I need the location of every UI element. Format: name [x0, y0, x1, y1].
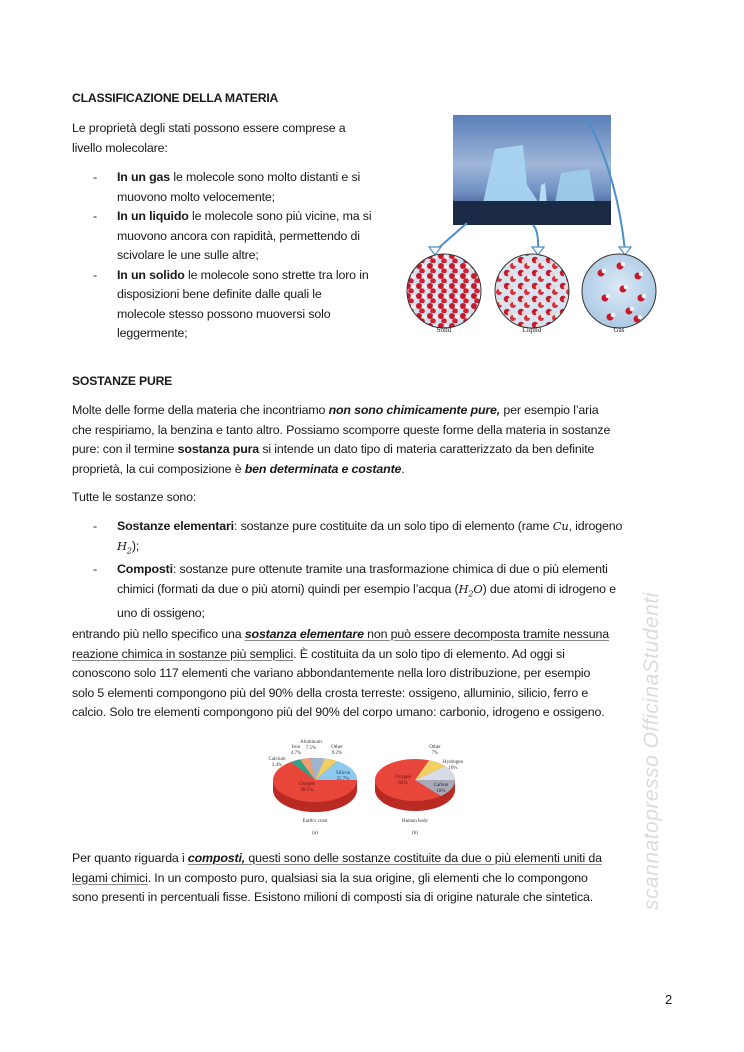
- bullet-term: In un liquido: [117, 209, 189, 223]
- svg-text:Carbon: Carbon: [433, 783, 449, 788]
- svg-text:7%: 7%: [431, 751, 439, 756]
- svg-text:4.7%: 4.7%: [290, 751, 302, 756]
- intro-line: livello molecolare:: [72, 140, 168, 155]
- bullet-term: Sostanze elementari: [117, 519, 234, 533]
- states-of-matter-figure: [405, 113, 660, 335]
- bullet-text: uno di ossigeno;: [117, 605, 205, 620]
- svg-text:Calcium: Calcium: [268, 757, 286, 762]
- elementary-substance-paragraph: [72, 625, 682, 723]
- bullet-gas: [93, 168, 403, 207]
- bullet-text: : sostanze pure ottenute tramite una trasformazione chimica di due o più elementi: [172, 562, 608, 577]
- svg-text:(b): (b): [412, 831, 418, 836]
- all-substances-intro: Tutte le sostanze sono:: [72, 490, 197, 504]
- bullet-dash: -: [93, 267, 97, 282]
- bullet-liquid: [93, 207, 403, 266]
- svg-text:Human body: Human body: [402, 819, 428, 824]
- svg-text:Aluminum: Aluminum: [300, 740, 322, 745]
- svg-text:10%: 10%: [448, 766, 458, 771]
- text-run: .: [401, 461, 405, 476]
- bullet-dash: -: [93, 519, 97, 533]
- intro-line: Le proprietà degli stati possono essere comprese a: [72, 121, 346, 135]
- svg-text:Hydrogen: Hydrogen: [443, 760, 463, 765]
- bullet-composti: [93, 560, 683, 623]
- svg-text:Silicon: Silicon: [335, 771, 351, 776]
- svg-text:Earth's crust: Earth's crust: [302, 819, 328, 824]
- bullet-sostanze-elementari: [93, 517, 683, 560]
- bullet-dash: -: [93, 562, 97, 577]
- label-solid: Solid: [436, 326, 452, 334]
- bullet-text: ) due atomi di idrogeno e: [482, 581, 616, 596]
- underlined-text: legami chimici: [72, 870, 148, 885]
- bullet-term: In un solido: [117, 267, 185, 282]
- para-line: conoscono solo 117 elementi che variano abbondantemente nella loro distribuzione, per esempio: [72, 666, 591, 680]
- bullet-text: muovono ancora con rapidità, permettendo di: [117, 228, 360, 243]
- bullet-text: );: [131, 538, 140, 553]
- para-line: [72, 645, 682, 665]
- bullet-text: : sostanze pure costituite da un solo tipo di elemento (rame: [233, 519, 553, 533]
- bullet-dash: -: [93, 209, 97, 223]
- svg-text:Other: Other: [429, 745, 441, 750]
- emphasis-text: sostanza elementare: [244, 627, 364, 641]
- bullet-term: In un gas: [117, 170, 171, 184]
- formula-h2: [117, 539, 132, 553]
- heading-sostanze-pure: SOSTANZE PURE: [72, 374, 173, 388]
- liquid-molecules: [495, 254, 569, 328]
- svg-text:25.7%: 25.7%: [336, 777, 350, 782]
- label-gas: Gas: [613, 326, 625, 334]
- compounds-paragraph: [72, 849, 682, 908]
- bullet-solid: [93, 266, 403, 344]
- pure-substances-paragraph: [72, 401, 682, 479]
- bullet-text: molecole stesso possono muoversi solo: [117, 306, 331, 321]
- text-run: proprietà, la cui composizione è: [72, 461, 245, 476]
- label-liquid: Liquid: [522, 326, 542, 334]
- bullet-text: le molecole sono più vicine, ma si: [188, 209, 372, 223]
- svg-text:9.2%: 9.2%: [331, 751, 343, 756]
- bullet-text: leggermente;: [117, 326, 188, 340]
- text-run: entrando più nello specifico una: [72, 627, 245, 641]
- text-run: . È costituita da un solo tipo di elemento. Ad oggi si: [293, 646, 565, 661]
- formula-symbol: O: [473, 581, 483, 596]
- formula-symbol: H: [117, 538, 127, 553]
- svg-text:(a): (a): [312, 831, 318, 836]
- para-line: [72, 440, 682, 460]
- svg-text:49.5%: 49.5%: [300, 788, 314, 793]
- underlined-text: questi sono delle sostanze costituite da due o più elementi uniti da: [245, 851, 602, 865]
- solid-molecules: [407, 254, 481, 328]
- text-run: Per quanto riguarda i: [72, 851, 188, 865]
- bullet-text: le molecole sono strette tra loro in: [184, 267, 369, 282]
- intro-paragraph: [72, 119, 346, 158]
- svg-text:Iron: Iron: [291, 745, 301, 750]
- svg-text:Oxygen: Oxygen: [299, 782, 315, 787]
- watermark: scannatopresso OfficinaStudenti: [640, 592, 663, 910]
- svg-text:18%: 18%: [436, 789, 446, 794]
- pie-human-body: [375, 745, 463, 836]
- para-line: [72, 849, 682, 869]
- svg-text:3.4%: 3.4%: [271, 763, 283, 768]
- formula-symbol: H: [458, 581, 469, 596]
- text-run: per esempio l’aria: [500, 403, 599, 417]
- term-sostanza-pura: sostanza pura: [177, 442, 260, 456]
- text-run: Molte delle forme della materia che incontriamo: [72, 403, 329, 417]
- svg-text:Other: Other: [331, 745, 343, 750]
- text-run: . In un composto puro, qualsiasi sia la sua origine, gli elementi che lo compongono: [147, 870, 588, 885]
- formula-subscript: 2: [126, 545, 132, 555]
- emphasis-text: composti,: [187, 851, 246, 865]
- para-line: sono presenti in percentuali fisse. Esistono milioni di composti sia di origine naturale che sintetica.: [72, 890, 594, 904]
- text-run: si intende un dato tipo di materia caratterizzato da ben definite: [259, 442, 595, 456]
- bullet-text: chimici (formati da due o più atomi) quindi per esempio l’acqua (: [117, 581, 459, 596]
- substance-types-list: [93, 517, 683, 623]
- bullet-text: , idrogeno: [568, 519, 623, 533]
- para-line: [72, 460, 682, 480]
- para-line: calcio. Solo tre elementi compongono più del 90% del corpo umano: carbonio, idrogeno e ossigeno.: [72, 705, 605, 719]
- states-bullet-list: [93, 168, 403, 344]
- underlined-text: reazione chimica in sostanze più semplici: [72, 646, 294, 661]
- para-line: [72, 401, 682, 421]
- para-line: solo 5 elementi compongono più del 90% della crosta terreste: ossigeno, alluminio, silicio, ferro e: [72, 685, 589, 700]
- emphasis-text: ben determinata e costante: [244, 461, 402, 476]
- heading-classificazione: CLASSIFICAZIONE DELLA MATERIA: [72, 91, 279, 105]
- bullet-text: le molecole sono molto distanti e si: [170, 170, 361, 184]
- formula-cu: Cu: [552, 519, 569, 533]
- svg-text:Oxygen: Oxygen: [395, 775, 411, 780]
- text-run: pure: con il termine: [72, 442, 178, 456]
- svg-text:7.5%: 7.5%: [305, 746, 317, 751]
- formula-h2o: [458, 581, 483, 599]
- bullet-text: scivolare le une sulle altre;: [117, 248, 259, 262]
- bullet-text: disposizioni bene definite dalle quali le: [117, 287, 322, 301]
- underlined-text: non può essere decomposta tramite nessuna: [363, 627, 609, 641]
- para-line: [72, 869, 682, 889]
- page-number: 2: [665, 992, 673, 1007]
- svg-text:65%: 65%: [398, 781, 408, 786]
- para-line: che respiriamo, la benzina e tanto altro. Possiamo scomporre queste forme della materia in sostanze: [72, 422, 611, 437]
- bullet-dash: -: [93, 170, 97, 184]
- bullet-text: muovono molto velocemente;: [117, 189, 275, 204]
- element-abundance-pie-charts: [265, 738, 470, 838]
- emphasis-text: non sono chimicamente pure,: [328, 403, 501, 417]
- para-line: [72, 625, 682, 645]
- bullet-term: Composti: [117, 562, 173, 577]
- formula-subscript: 2: [468, 589, 474, 599]
- pie-earths-crust: [269, 740, 357, 836]
